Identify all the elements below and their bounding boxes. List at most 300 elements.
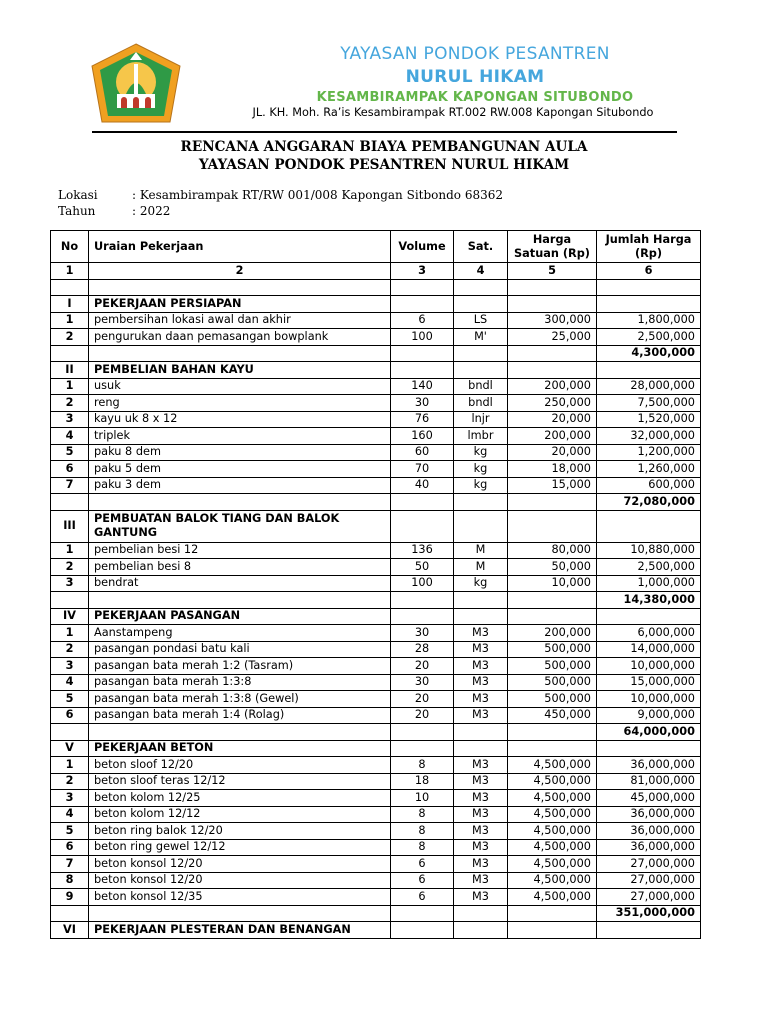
budget-table xyxy=(50,230,701,939)
cell-unit-price xyxy=(508,724,597,741)
cell-total xyxy=(597,922,701,939)
cell-unit: M3 xyxy=(454,856,508,873)
section-header-row xyxy=(51,296,701,313)
cell-unit-price xyxy=(508,608,597,625)
cell-no: V xyxy=(51,740,89,757)
cell-volume xyxy=(391,494,454,511)
meta-lokasi xyxy=(58,188,503,202)
header-uraian: Uraian Pekerjaan xyxy=(89,231,391,263)
cell-no: 6 xyxy=(51,461,89,478)
header-satuan: Sat. xyxy=(454,231,508,263)
cell-total: 15,000,000 xyxy=(597,674,701,691)
cell-unit-price xyxy=(508,592,597,609)
cell-total: 14,380,000 xyxy=(597,592,701,609)
cell-total: 32,000,000 xyxy=(597,428,701,445)
cell-no: 5 xyxy=(51,823,89,840)
cell-description: reng xyxy=(89,395,391,412)
cell-no: 3 xyxy=(51,658,89,675)
cell-description: PEKERJAAN BETON xyxy=(89,740,391,757)
cell-total xyxy=(597,740,701,757)
cell-volume xyxy=(391,608,454,625)
cell-total: 1,000,000 xyxy=(597,575,701,592)
cell-unit-price: 80,000 xyxy=(508,542,597,559)
cell-description: triplek xyxy=(89,428,391,445)
cell-no: 7 xyxy=(51,856,89,873)
cell-no: 5 xyxy=(51,444,89,461)
cell-unit: bndl xyxy=(454,378,508,395)
cell-total: 14,000,000 xyxy=(597,641,701,658)
cell-total: 10,880,000 xyxy=(597,542,701,559)
blank-row xyxy=(51,279,701,296)
cell-volume: 136 xyxy=(391,542,454,559)
cell-unit: M3 xyxy=(454,790,508,807)
cell-total: 27,000,000 xyxy=(597,856,701,873)
cell-no: 1 xyxy=(51,312,89,329)
cell-total xyxy=(597,510,701,542)
cell-total: 1,800,000 xyxy=(597,312,701,329)
cell-volume xyxy=(391,724,454,741)
cell-unit-price: 200,000 xyxy=(508,428,597,445)
cell-unit-price xyxy=(508,345,597,362)
cell-description: beton sloof teras 12/12 xyxy=(89,773,391,790)
cell-volume: 18 xyxy=(391,773,454,790)
cell-total xyxy=(597,296,701,313)
cell-unit-price: 4,500,000 xyxy=(508,839,597,856)
cell-no xyxy=(51,724,89,741)
cell-unit-price xyxy=(508,510,597,542)
cell-no: 2 xyxy=(51,641,89,658)
cell-total xyxy=(597,279,701,296)
cell-total: 72,080,000 xyxy=(597,494,701,511)
cell-no: 4 xyxy=(51,428,89,445)
table-row xyxy=(51,856,701,873)
section-header-row xyxy=(51,740,701,757)
cell-unit-price: 50,000 xyxy=(508,559,597,576)
index-cell: 6 xyxy=(597,263,701,280)
cell-unit: M xyxy=(454,559,508,576)
cell-unit-price xyxy=(508,296,597,313)
cell-unit: M3 xyxy=(454,691,508,708)
cell-unit: M3 xyxy=(454,823,508,840)
cell-unit xyxy=(454,740,508,757)
cell-unit: M' xyxy=(454,329,508,346)
column-index-row xyxy=(51,263,701,280)
index-cell: 4 xyxy=(454,263,508,280)
cell-description: PEMBELIAN BAHAN KAYU xyxy=(89,362,391,379)
cell-unit xyxy=(454,279,508,296)
cell-no: II xyxy=(51,362,89,379)
cell-description: beton ring gewel 12/12 xyxy=(89,839,391,856)
cell-description: PEKERJAAN PERSIAPAN xyxy=(89,296,391,313)
cell-unit-price: 4,500,000 xyxy=(508,790,597,807)
cell-unit-price xyxy=(508,905,597,922)
cell-unit: M3 xyxy=(454,707,508,724)
cell-total: 1,260,000 xyxy=(597,461,701,478)
cell-volume: 160 xyxy=(391,428,454,445)
cell-unit xyxy=(454,362,508,379)
cell-unit xyxy=(454,510,508,542)
cell-unit-price: 450,000 xyxy=(508,707,597,724)
table-row xyxy=(51,823,701,840)
cell-unit-price: 4,500,000 xyxy=(508,773,597,790)
cell-unit xyxy=(454,905,508,922)
cell-total: 28,000,000 xyxy=(597,378,701,395)
cell-total: 10,000,000 xyxy=(597,658,701,675)
table-row xyxy=(51,889,701,906)
section-header-row xyxy=(51,922,701,939)
cell-volume: 30 xyxy=(391,674,454,691)
index-cell: 2 xyxy=(89,263,391,280)
cell-volume: 30 xyxy=(391,625,454,642)
cell-no: 9 xyxy=(51,889,89,906)
cell-no: 6 xyxy=(51,839,89,856)
cell-unit-price: 500,000 xyxy=(508,691,597,708)
cell-description: paku 8 dem xyxy=(89,444,391,461)
cell-unit: M3 xyxy=(454,641,508,658)
cell-unit: M3 xyxy=(454,839,508,856)
cell-no xyxy=(51,592,89,609)
cell-description xyxy=(89,905,391,922)
cell-total: 10,000,000 xyxy=(597,691,701,708)
cell-volume: 70 xyxy=(391,461,454,478)
cell-unit: M3 xyxy=(454,872,508,889)
cell-unit-price: 20,000 xyxy=(508,411,597,428)
cell-unit: lmbr xyxy=(454,428,508,445)
org-name-line1: YAYASAN PONDOK PESANTREN xyxy=(340,44,610,64)
cell-total: 2,500,000 xyxy=(597,559,701,576)
table-row xyxy=(51,395,701,412)
cell-description: beton kolom 12/12 xyxy=(89,806,391,823)
cell-description: pengurukan daan pemasangan bowplank xyxy=(89,329,391,346)
subtotal-row xyxy=(51,905,701,922)
cell-description: pembelian besi 8 xyxy=(89,559,391,576)
cell-total: 36,000,000 xyxy=(597,823,701,840)
cell-unit-price: 15,000 xyxy=(508,477,597,494)
cell-total xyxy=(597,608,701,625)
cell-unit-price xyxy=(508,494,597,511)
table-row xyxy=(51,461,701,478)
cell-volume: 8 xyxy=(391,806,454,823)
cell-unit-price: 4,500,000 xyxy=(508,872,597,889)
cell-unit-price xyxy=(508,362,597,379)
cell-volume: 20 xyxy=(391,691,454,708)
cell-unit: lnjr xyxy=(454,411,508,428)
cell-unit: kg xyxy=(454,461,508,478)
cell-unit: M3 xyxy=(454,658,508,675)
cell-description: bendrat xyxy=(89,575,391,592)
cell-unit-price xyxy=(508,740,597,757)
cell-volume: 20 xyxy=(391,707,454,724)
cell-volume xyxy=(391,510,454,542)
cell-unit xyxy=(454,608,508,625)
cell-unit: kg xyxy=(454,444,508,461)
cell-unit: M3 xyxy=(454,674,508,691)
cell-unit-price xyxy=(508,922,597,939)
cell-no xyxy=(51,279,89,296)
table-row xyxy=(51,872,701,889)
cell-volume xyxy=(391,296,454,313)
cell-volume: 6 xyxy=(391,889,454,906)
cell-unit: bndl xyxy=(454,395,508,412)
cell-no: 2 xyxy=(51,395,89,412)
cell-total: 1,520,000 xyxy=(597,411,701,428)
cell-unit-price: 200,000 xyxy=(508,378,597,395)
cell-description: beton ring balok 12/20 xyxy=(89,823,391,840)
cell-description: PEKERJAAN PLESTERAN DAN BENANGAN xyxy=(89,922,391,939)
org-location: KESAMBIRAMPAK KAPONGAN SITUBONDO xyxy=(316,90,634,105)
meta-lokasi-value: : Kesambirampak RT/RW 001/008 Kapongan Sitbondo 68362 xyxy=(132,188,504,202)
cell-description: kayu uk 8 x 12 xyxy=(89,411,391,428)
cell-description: pasangan bata merah 1:3:8 xyxy=(89,674,391,691)
section-header-row xyxy=(51,608,701,625)
cell-volume: 6 xyxy=(391,872,454,889)
cell-unit-price: 500,000 xyxy=(508,674,597,691)
cell-total: 9,000,000 xyxy=(597,707,701,724)
cell-no: 3 xyxy=(51,411,89,428)
subtotal-row xyxy=(51,494,701,511)
cell-unit-price: 4,500,000 xyxy=(508,889,597,906)
cell-description: Aanstampeng xyxy=(89,625,391,642)
cell-volume: 6 xyxy=(391,856,454,873)
cell-unit-price: 300,000 xyxy=(508,312,597,329)
header-divider xyxy=(92,131,677,133)
table-row xyxy=(51,757,701,774)
cell-total: 600,000 xyxy=(597,477,701,494)
index-cell: 5 xyxy=(508,263,597,280)
cell-no: 8 xyxy=(51,872,89,889)
cell-total: 27,000,000 xyxy=(597,889,701,906)
meta-tahun-label: Tahun xyxy=(58,204,96,218)
cell-unit-price xyxy=(508,279,597,296)
cell-volume: 76 xyxy=(391,411,454,428)
cell-volume xyxy=(391,279,454,296)
cell-unit-price: 10,000 xyxy=(508,575,597,592)
cell-unit xyxy=(454,296,508,313)
header-harga-satuan: Harga Satuan (Rp) xyxy=(508,231,597,263)
subtotal-row xyxy=(51,724,701,741)
cell-total: 351,000,000 xyxy=(597,905,701,922)
cell-unit-price: 200,000 xyxy=(508,625,597,642)
header-no: No xyxy=(51,231,89,263)
cell-volume xyxy=(391,922,454,939)
cell-total: 36,000,000 xyxy=(597,806,701,823)
cell-description: pasangan bata merah 1:2 (Tasram) xyxy=(89,658,391,675)
cell-volume: 8 xyxy=(391,823,454,840)
cell-unit-price: 500,000 xyxy=(508,658,597,675)
table-row xyxy=(51,312,701,329)
cell-volume: 10 xyxy=(391,790,454,807)
cell-total: 27,000,000 xyxy=(597,872,701,889)
table-row xyxy=(51,378,701,395)
meta-lokasi-label: Lokasi xyxy=(58,188,98,202)
cell-total: 4,300,000 xyxy=(597,345,701,362)
cell-no: III xyxy=(51,510,89,542)
cell-no: IV xyxy=(51,608,89,625)
cell-unit: M3 xyxy=(454,806,508,823)
table-row xyxy=(51,674,701,691)
cell-description xyxy=(89,345,391,362)
section-header-row xyxy=(51,510,701,542)
cell-no: 2 xyxy=(51,559,89,576)
table-row xyxy=(51,790,701,807)
cell-unit xyxy=(454,922,508,939)
cell-unit-price: 4,500,000 xyxy=(508,757,597,774)
document-title-line2: YAYASAN PONDOK PESANTREN NURUL HIKAM xyxy=(198,157,570,173)
table-row xyxy=(51,411,701,428)
cell-description: PEKERJAAN PASANGAN xyxy=(89,608,391,625)
cell-volume: 50 xyxy=(391,559,454,576)
header-jumlah-harga: Jumlah Harga (Rp) xyxy=(597,231,701,263)
cell-unit xyxy=(454,345,508,362)
index-cell: 3 xyxy=(391,263,454,280)
document-title-line1: RENCANA ANGGARAN BIAYA PEMBANGUNAN AULA xyxy=(180,139,588,155)
cell-description: beton kolom 12/25 xyxy=(89,790,391,807)
cell-total: 1,200,000 xyxy=(597,444,701,461)
cell-description: pembelian besi 12 xyxy=(89,542,391,559)
cell-no: 3 xyxy=(51,790,89,807)
cell-no: 1 xyxy=(51,757,89,774)
cell-total: 45,000,000 xyxy=(597,790,701,807)
cell-volume: 60 xyxy=(391,444,454,461)
table-row xyxy=(51,773,701,790)
cell-description xyxy=(89,724,391,741)
cell-unit: kg xyxy=(454,477,508,494)
cell-description: beton konsol 12/35 xyxy=(89,889,391,906)
table-row xyxy=(51,707,701,724)
meta-tahun-value: : 2022 xyxy=(132,204,171,218)
cell-volume: 100 xyxy=(391,329,454,346)
cell-total: 7,500,000 xyxy=(597,395,701,412)
cell-no: 2 xyxy=(51,773,89,790)
org-name-line2: NURUL HIKAM xyxy=(405,67,545,87)
meta-tahun xyxy=(58,204,170,218)
cell-no: 3 xyxy=(51,575,89,592)
cell-no: 7 xyxy=(51,477,89,494)
cell-volume xyxy=(391,740,454,757)
table-row xyxy=(51,839,701,856)
cell-no: 5 xyxy=(51,691,89,708)
cell-unit: M3 xyxy=(454,889,508,906)
cell-unit-price: 500,000 xyxy=(508,641,597,658)
table-row xyxy=(51,641,701,658)
cell-unit: kg xyxy=(454,575,508,592)
cell-no: I xyxy=(51,296,89,313)
cell-volume xyxy=(391,345,454,362)
table-row xyxy=(51,428,701,445)
cell-no: 4 xyxy=(51,674,89,691)
table-row xyxy=(51,658,701,675)
cell-unit: M3 xyxy=(454,757,508,774)
cell-no: 6 xyxy=(51,707,89,724)
cell-unit: M xyxy=(454,542,508,559)
cell-volume: 20 xyxy=(391,658,454,675)
table-row xyxy=(51,575,701,592)
cell-total: 2,500,000 xyxy=(597,329,701,346)
cell-description: usuk xyxy=(89,378,391,395)
cell-volume: 140 xyxy=(391,378,454,395)
cell-no: 4 xyxy=(51,806,89,823)
cell-unit: M3 xyxy=(454,773,508,790)
cell-unit-price: 4,500,000 xyxy=(508,806,597,823)
table-header-row xyxy=(51,231,701,263)
table-row xyxy=(51,444,701,461)
cell-unit xyxy=(454,724,508,741)
cell-unit-price: 25,000 xyxy=(508,329,597,346)
cell-volume: 40 xyxy=(391,477,454,494)
cell-volume: 8 xyxy=(391,839,454,856)
cell-description xyxy=(89,494,391,511)
cell-no xyxy=(51,905,89,922)
cell-volume: 100 xyxy=(391,575,454,592)
cell-description xyxy=(89,592,391,609)
cell-description: pasangan bata merah 1:3:8 (Gewel) xyxy=(89,691,391,708)
cell-no: 2 xyxy=(51,329,89,346)
cell-description: pembersihan lokasi awal dan akhir xyxy=(89,312,391,329)
cell-description: PEMBUATAN BALOK TIANG DAN BALOK GANTUNG xyxy=(89,510,391,542)
cell-description: paku 5 dem xyxy=(89,461,391,478)
cell-description xyxy=(89,279,391,296)
cell-description: beton konsol 12/20 xyxy=(89,872,391,889)
header-volume: Volume xyxy=(391,231,454,263)
cell-total: 6,000,000 xyxy=(597,625,701,642)
table-row xyxy=(51,329,701,346)
cell-no xyxy=(51,345,89,362)
subtotal-row xyxy=(51,592,701,609)
org-address: JL. KH. Moh. Ra’is Kesambirampak RT.002 RW.008 Kapongan Situbondo xyxy=(252,106,654,119)
table-row xyxy=(51,625,701,642)
section-header-row xyxy=(51,362,701,379)
cell-no xyxy=(51,494,89,511)
cell-total: 36,000,000 xyxy=(597,757,701,774)
cell-volume xyxy=(391,592,454,609)
foundation-logo xyxy=(90,42,182,124)
cell-no: VI xyxy=(51,922,89,939)
table-row xyxy=(51,477,701,494)
cell-total xyxy=(597,362,701,379)
cell-total: 36,000,000 xyxy=(597,839,701,856)
cell-total: 64,000,000 xyxy=(597,724,701,741)
cell-volume: 8 xyxy=(391,757,454,774)
cell-unit-price: 4,500,000 xyxy=(508,856,597,873)
table-row xyxy=(51,806,701,823)
cell-description: beton konsol 12/20 xyxy=(89,856,391,873)
cell-unit: LS xyxy=(454,312,508,329)
cell-no: 1 xyxy=(51,625,89,642)
cell-volume: 30 xyxy=(391,395,454,412)
cell-description: paku 3 dem xyxy=(89,477,391,494)
cell-volume xyxy=(391,362,454,379)
cell-unit-price: 20,000 xyxy=(508,444,597,461)
subtotal-row xyxy=(51,345,701,362)
cell-unit-price: 250,000 xyxy=(508,395,597,412)
cell-unit xyxy=(454,494,508,511)
cell-volume: 28 xyxy=(391,641,454,658)
cell-no: 1 xyxy=(51,378,89,395)
table-row xyxy=(51,559,701,576)
table-row xyxy=(51,691,701,708)
cell-volume: 6 xyxy=(391,312,454,329)
cell-volume xyxy=(391,905,454,922)
cell-description: pasangan pondasi batu kali xyxy=(89,641,391,658)
cell-description: beton sloof 12/20 xyxy=(89,757,391,774)
cell-unit xyxy=(454,592,508,609)
cell-unit-price: 18,000 xyxy=(508,461,597,478)
cell-unit-price: 4,500,000 xyxy=(508,823,597,840)
table-row xyxy=(51,542,701,559)
cell-description: pasangan bata merah 1:4 (Rolag) xyxy=(89,707,391,724)
cell-no: 1 xyxy=(51,542,89,559)
cell-total: 81,000,000 xyxy=(597,773,701,790)
